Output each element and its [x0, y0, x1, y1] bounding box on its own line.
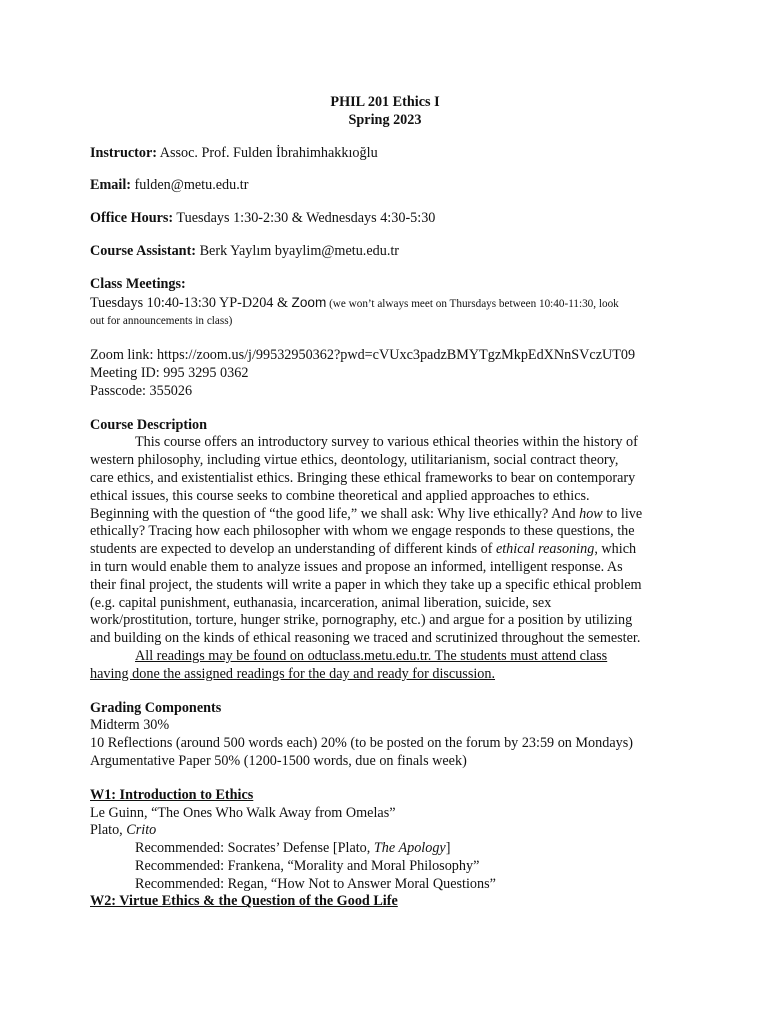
grading-item: Argumentative Paper 50% (1200-1500 words, due on finals week): [90, 752, 467, 769]
description-line: ethical issues, this course seeks to combine theoretical and applied approaches to ethics.: [90, 487, 590, 504]
email-value[interactable]: fulden@metu.edu.tr: [130, 177, 249, 194]
recommended-text: ]: [445, 840, 451, 857]
grading-heading: Grading Components: [90, 699, 222, 716]
passcode: Passcode: 355026: [90, 382, 193, 399]
description-line: (e.g. capital punishment, euthanasia, incarceration, animal liberation, suicide, sex: [90, 594, 552, 611]
class-meetings-time: Tuesdays 10:40-13:30 YP-D204 &: [90, 294, 292, 311]
description-text: Beginning with the question of “the good life,” we shall ask: Why live ethically? And: [90, 505, 580, 522]
description-line: and building on the kinds of ethical reasoning we traced and scrutinized throughout the semester.: [90, 630, 641, 647]
description-text: students are expected to develop an understanding of different kinds of: [90, 541, 496, 558]
instructor-value: Assoc. Prof. Fulden İbrahimhakkıoğlu: [156, 144, 378, 161]
week1-recommended: Recommended: Regan, “How Not to Answer Moral Questions”: [135, 875, 496, 892]
grading-item: Midterm 30%: [90, 717, 170, 734]
course-term: Spring 2023: [348, 111, 422, 128]
readings-note-cont: having done the assigned readings for the day and ready for discussion.: [90, 665, 496, 682]
description-line: ethically? Tracing how each philosopher with whom we engage responds to these questions, the: [90, 523, 635, 540]
description-line: western philosophy, including virtue ethics, deontology, utilitarianism, social contract theory,: [90, 452, 619, 469]
instructor-label: Instructor:: [90, 144, 157, 161]
course-description-body: [90, 434, 680, 683]
reading-title: Crito: [126, 822, 157, 839]
grading-item: 10 Reflections (around 500 words each) 20% (to be posted on the forum by 23:59 on Mondays): [90, 735, 633, 752]
class-meetings-label: Class Meetings:: [90, 275, 186, 292]
week1-reading: Le Guinn, “The Ones Who Walk Away from Omelas”: [90, 804, 396, 821]
description-text: , which: [594, 541, 637, 558]
week2-heading: W2: Virtue Ethics & the Question of the Good Life: [90, 893, 398, 910]
course-assistant-label: Course Assistant:: [90, 242, 197, 259]
reading-author: Plato,: [90, 822, 127, 839]
week1-heading: W1: Introduction to Ethics: [90, 786, 254, 803]
class-meetings-zoom: Zoom: [291, 294, 327, 310]
class-meetings-line: [90, 294, 680, 314]
week1-recommended: [90, 840, 680, 858]
recommended-text: Recommended: Socrates’ Defense [Plato,: [135, 840, 374, 857]
office-hours-value: Tuesdays 1:30-2:30 & Wednesdays 4:30-5:30: [173, 210, 436, 227]
office-hours-label: Office Hours:: [90, 210, 174, 227]
description-text: to live: [602, 505, 643, 522]
description-line: their final project, the students will write a paper in which they take up a specific ethical problem: [90, 576, 642, 593]
office-hours-line: [90, 210, 680, 228]
meeting-id: Meeting ID: 995 3295 0362: [90, 364, 249, 381]
class-meetings-note: (we won’t always meet on Thursdays between 10:40-11:30, look: [326, 297, 619, 310]
description-line: [90, 541, 680, 559]
course-description-heading: Course Description: [90, 416, 208, 433]
description-line: work/prostitution, torture, hunger strike, pornography, etc.) and argue for a position by utilizing: [90, 612, 633, 629]
description-emphasis: how: [579, 505, 603, 522]
description-line: in turn would enable them to analyze issues and propose an informed, intelligent response. As: [90, 558, 623, 575]
zoom-link[interactable]: Zoom link: https://zoom.us/j/99532950362?pwd=cVUxc3padzBMYTgzMkpEdXNnSVczUT09: [90, 347, 636, 364]
class-meetings-note-cont: out for announcements in class): [90, 315, 233, 328]
description-line: care ethics, and existentialist ethics. Bringing these ethical frameworks to bear on contemporary: [90, 469, 636, 486]
course-title: PHIL 201 Ethics I: [330, 94, 440, 110]
description-line: This course offers an introductory survey to various ethical theories within the history of: [135, 434, 638, 451]
course-assistant-line: [90, 243, 680, 261]
description-emphasis: ethical reasoning: [495, 541, 595, 558]
email-line: [90, 177, 680, 195]
instructor-line: [90, 145, 680, 163]
syllabus-content: [90, 94, 680, 911]
readings-note: All readings may be found on odtuclass.metu.edu.tr. The students must attend class: [135, 647, 608, 664]
week1-recommended: Recommended: Frankena, “Morality and Moral Philosophy”: [135, 857, 480, 874]
recommended-title: The Apology: [373, 840, 446, 857]
description-line: [90, 506, 680, 524]
course-assistant-value: Berk Yaylım byaylim@metu.edu.tr: [196, 242, 400, 259]
week1-reading: [90, 822, 680, 840]
email-label: Email:: [90, 177, 131, 194]
